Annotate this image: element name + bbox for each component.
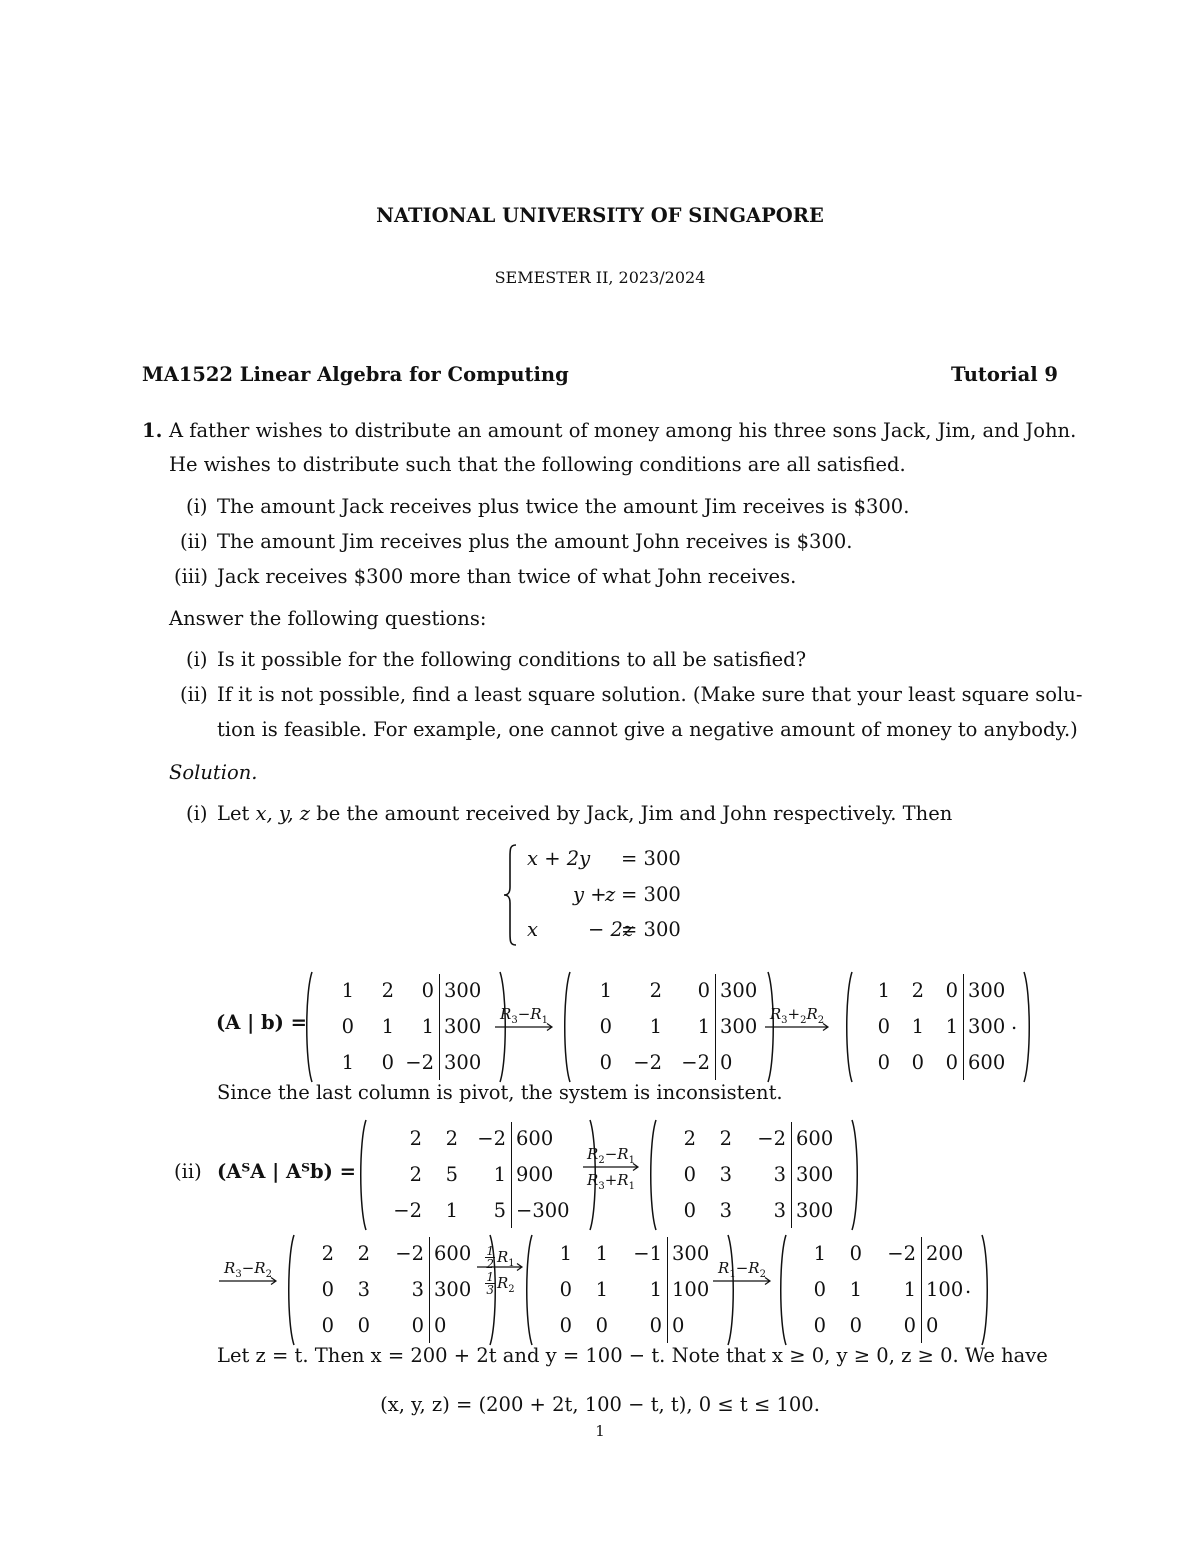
- matrix-entry: 300: [968, 1015, 1006, 1038]
- row-op-label: $R_3+R_1$: [587, 1171, 635, 1192]
- matrix-entry: 0: [945, 979, 958, 1002]
- matrix-entries: [316, 973, 492, 1081]
- matrix-entry: −2: [887, 1242, 916, 1265]
- matrix-entry: 0: [720, 1051, 733, 1074]
- matrix-entry: 0: [877, 1015, 890, 1038]
- matrix-left-paren: [560, 970, 572, 1084]
- row-op-label: $\frac{1}{3}$ $R_2$: [486, 1270, 515, 1297]
- matrix-entry: 300: [434, 1278, 472, 1301]
- text-segment: be the amount received by Jack, Jim and John respectively. Then: [310, 802, 953, 825]
- matrix-entry: 0: [945, 1051, 958, 1074]
- text-segment: Let: [217, 802, 256, 825]
- matrix-normal-5: [776, 1233, 992, 1347]
- matrix-left-paren: [776, 1233, 788, 1347]
- matrix-entries: [298, 1236, 482, 1344]
- matrix-entry: 0: [649, 1314, 662, 1337]
- matrix-entry: 2: [409, 1163, 422, 1186]
- matrix-entry: 0: [434, 1314, 447, 1337]
- matrix-entry: 1: [945, 1015, 958, 1038]
- matrix-entry: 0: [421, 979, 434, 1002]
- condition-text-3: Jack receives $300 more than twice of what John receives.: [217, 565, 797, 588]
- matrix-entry: −2: [681, 1051, 710, 1074]
- right-arrow-icon: [582, 1162, 640, 1172]
- matrix-entry: 1: [595, 1278, 608, 1301]
- matrix-entry: 2: [649, 979, 662, 1002]
- inconsistent-statement: Since the last column is pivot, the system is inconsistent.: [217, 1081, 783, 1104]
- matrix-entry: 0: [599, 1051, 612, 1074]
- condition-label-1: (i): [186, 495, 208, 518]
- matrix-entry: −300: [516, 1199, 570, 1222]
- matrix-entry: 300: [720, 1015, 758, 1038]
- matrix-entry: 0: [381, 1051, 394, 1074]
- matrix-left-paren: [284, 1233, 296, 1347]
- matrix-entry: 0: [321, 1278, 334, 1301]
- system-r3c2: − 2z: [588, 918, 634, 941]
- matrix-entry: 2: [357, 1242, 370, 1265]
- matrix-entry: 0: [813, 1278, 826, 1301]
- matrix-augmented-3: [842, 970, 1034, 1084]
- system-r1c3: = 300: [621, 847, 681, 870]
- matrix-entry: 0: [926, 1314, 939, 1337]
- matrix-entry: 3: [773, 1199, 786, 1222]
- matrix-entry: 3: [719, 1199, 732, 1222]
- augment-bar: [963, 974, 964, 1080]
- answer-intro: Answer the following questions:: [169, 607, 487, 630]
- matrix-entry: 100: [672, 1278, 710, 1301]
- matrix-entry: 0: [903, 1314, 916, 1337]
- matrix-entry: 2: [683, 1127, 696, 1150]
- row-op-label: $R_3-R_1$: [500, 1005, 548, 1026]
- matrix-normal-1: [356, 1118, 600, 1232]
- matrix-entry: 1: [559, 1242, 572, 1265]
- matrix-entry: 300: [444, 1015, 482, 1038]
- matrix-entry: 2: [381, 979, 394, 1002]
- augment-bar: [667, 1237, 668, 1343]
- augmented-label: (A | b) =: [216, 1011, 308, 1034]
- normal-equation-label: (AᵀA | Aᵀb) =: [217, 1160, 357, 1183]
- augment-bar: [429, 1237, 430, 1343]
- matrix-entry: 3: [719, 1163, 732, 1186]
- solution-part-i-text: [217, 801, 952, 827]
- solution-part-i-label: (i): [186, 802, 208, 825]
- row-op-arrow-2: [764, 1003, 830, 1063]
- matrix-entries: [660, 1121, 844, 1229]
- matrix-left-paren: [522, 1233, 534, 1347]
- matrix-right-paren: [980, 1233, 992, 1347]
- matrix-left-paren: [356, 1118, 368, 1232]
- semester-line: SEMESTER II, 2023/2024: [494, 268, 706, 287]
- matrix-entry: 300: [444, 979, 482, 1002]
- right-arrow-icon: [712, 1276, 772, 1286]
- matrix-entry: 0: [672, 1314, 685, 1337]
- matrix-entry: 0: [849, 1314, 862, 1337]
- matrix-entries: [790, 1236, 974, 1344]
- page-number: 1: [595, 1422, 605, 1440]
- variables: x, y, z: [255, 802, 311, 825]
- matrix-entry: 5: [445, 1163, 458, 1186]
- matrix-entry: 600: [968, 1051, 1006, 1074]
- matrix-entry: 2: [445, 1127, 458, 1150]
- part-text-2: If it is not possible, find a least square solution. (Make sure that your least square solu-: [217, 683, 1083, 706]
- matrix-entry: 1: [341, 979, 354, 1002]
- matrix-entry: 3: [773, 1163, 786, 1186]
- matrix-entry: 200: [926, 1242, 964, 1265]
- question-number: 1.: [142, 419, 163, 442]
- matrix-entry: 1: [649, 1278, 662, 1301]
- matrix-entry: 1: [903, 1278, 916, 1301]
- matrix-entry: 0: [595, 1314, 608, 1337]
- period-2: .: [965, 1275, 972, 1298]
- row-op-label: $R_1-R_2$: [718, 1259, 766, 1280]
- matrix-entry: 1: [599, 979, 612, 1002]
- matrix-entry: 900: [516, 1163, 554, 1186]
- augment-bar: [921, 1237, 922, 1343]
- right-arrow-icon: [764, 1022, 830, 1032]
- matrix-entry: −2: [757, 1127, 786, 1150]
- matrix-entry: 5: [493, 1199, 506, 1222]
- system-r3c1: x: [527, 918, 538, 941]
- system-r1c1: x + 2y: [527, 847, 591, 870]
- matrix-entry: −2: [477, 1127, 506, 1150]
- university-name: NATIONAL UNIVERSITY OF SINGAPORE: [376, 204, 824, 227]
- matrix-entry: 1: [813, 1242, 826, 1265]
- matrix-right-paren: [850, 1118, 862, 1232]
- solution-heading: Solution.: [169, 761, 258, 784]
- question-line-1: A father wishes to distribute an amount of money among his three sons Jack, Jim, and John.: [169, 419, 1077, 442]
- system-r2c2b: z: [605, 883, 616, 906]
- matrix-entry: 0: [697, 979, 710, 1002]
- matrix-entry: −2: [393, 1199, 422, 1222]
- matrix-entry: −1: [633, 1242, 662, 1265]
- matrix-entry: 1: [849, 1278, 862, 1301]
- matrix-entries: [536, 1236, 720, 1344]
- matrix-normal-2: [646, 1118, 862, 1232]
- matrix-entry: 0: [683, 1163, 696, 1186]
- condition-text-1: The amount Jack receives plus twice the amount Jim receives is $300.: [217, 495, 910, 518]
- matrix-entry: 0: [877, 1051, 890, 1074]
- augment-bar: [715, 974, 716, 1080]
- row-op-arrow-6: [712, 1257, 772, 1317]
- matrix-entry: 1: [445, 1199, 458, 1222]
- row-op-label: $R_3+_2R_2$: [769, 1005, 825, 1026]
- final-solution: (x, y, z) = (200 + 2t, 100 − t, t), 0 ≤ t ≤ 100.: [380, 1393, 820, 1416]
- right-arrow-icon: [476, 1262, 524, 1272]
- tutorial-label: Tutorial 9: [951, 363, 1058, 386]
- system-brace: [500, 843, 520, 947]
- period-1: .: [1011, 1011, 1018, 1034]
- part-label-2: (ii): [180, 683, 208, 706]
- matrix-left-paren: [842, 970, 854, 1084]
- system-r2c2: y +: [573, 883, 607, 906]
- row-op-arrow-5: [476, 1243, 524, 1303]
- course-title: MA1522 Linear Algebra for Computing: [142, 363, 569, 386]
- matrix-left-paren: [302, 970, 314, 1084]
- right-arrow-icon: [494, 1022, 554, 1032]
- let-statement: Let z = t. Then x = 200 + 2t and y = 100 − t. Note that x ≥ 0, y ≥ 0, z ≥ 0. We have: [217, 1344, 1048, 1367]
- row-op-label: $\frac{1}{2}$ $R_1$: [486, 1244, 515, 1271]
- matrix-entry: 1: [595, 1242, 608, 1265]
- matrix-entry: 100: [926, 1278, 964, 1301]
- matrix-entries: [574, 973, 760, 1081]
- matrix-entry: 0: [341, 1015, 354, 1038]
- matrix-entry: 1: [911, 1015, 924, 1038]
- part-text-2-cont: tion is feasible. For example, one cannot give a negative amount of money to anybody.): [217, 718, 1078, 741]
- matrix-entry: 1: [493, 1163, 506, 1186]
- matrix-entry: 2: [719, 1127, 732, 1150]
- augment-bar: [791, 1122, 792, 1228]
- matrix-normal-3: [284, 1233, 500, 1347]
- matrix-entry: 3: [357, 1278, 370, 1301]
- matrix-entry: 0: [911, 1051, 924, 1074]
- matrix-entry: 1: [381, 1015, 394, 1038]
- matrix-augmented-2: [560, 970, 778, 1084]
- matrix-entry: 0: [849, 1242, 862, 1265]
- matrix-entry: −2: [633, 1051, 662, 1074]
- matrix-entry: 2: [911, 979, 924, 1002]
- question-line-2: He wishes to distribute such that the following conditions are all satisfied.: [169, 453, 906, 476]
- row-op-label: $R_3-R_2$: [224, 1259, 272, 1280]
- augment-bar: [511, 1122, 512, 1228]
- matrix-entry: 600: [796, 1127, 834, 1150]
- matrix-right-paren: [1022, 970, 1034, 1084]
- matrix-entry: 300: [720, 979, 758, 1002]
- row-op-label: $R_2-R_1$: [587, 1145, 635, 1166]
- system-r2c3: = 300: [621, 883, 681, 906]
- matrix-entry: 0: [411, 1314, 424, 1337]
- augment-bar: [439, 974, 440, 1080]
- condition-label-2: (ii): [180, 530, 208, 553]
- matrix-left-paren: [646, 1118, 658, 1232]
- matrix-entry: 0: [683, 1199, 696, 1222]
- matrix-entry: 1: [697, 1015, 710, 1038]
- system-r3c3: = 300: [621, 918, 681, 941]
- matrix-entry: 3: [411, 1278, 424, 1301]
- matrix-entry: 1: [421, 1015, 434, 1038]
- matrix-entry: 300: [796, 1199, 834, 1222]
- matrix-entry: 0: [813, 1314, 826, 1337]
- matrix-entry: 300: [444, 1051, 482, 1074]
- matrix-entry: 300: [968, 979, 1006, 1002]
- matrix-entry: 1: [649, 1015, 662, 1038]
- row-op-arrow-1: [494, 1003, 554, 1063]
- matrix-entry: 600: [516, 1127, 554, 1150]
- matrix-entry: 1: [341, 1051, 354, 1074]
- matrix-entry: 0: [321, 1314, 334, 1337]
- matrix-entry: 600: [434, 1242, 472, 1265]
- matrix-entries: [370, 1121, 582, 1229]
- matrix-entry: 0: [559, 1314, 572, 1337]
- matrix-entry: 300: [672, 1242, 710, 1265]
- matrix-entry: 0: [559, 1278, 572, 1301]
- matrix-augmented-1: [302, 970, 510, 1084]
- matrix-entry: 1: [877, 979, 890, 1002]
- condition-label-3: (iii): [174, 565, 208, 588]
- matrix-entry: 2: [321, 1242, 334, 1265]
- condition-text-2: The amount Jim receives plus the amount John receives is $300.: [217, 530, 853, 553]
- row-op-arrow-3: [582, 1143, 640, 1203]
- matrix-entry: 2: [409, 1127, 422, 1150]
- matrix-entry: 300: [796, 1163, 834, 1186]
- part-text-1: Is it possible for the following conditions to all be satisfied?: [217, 648, 807, 671]
- solution-part-ii-label: (ii): [174, 1160, 202, 1183]
- matrix-entry: 0: [599, 1015, 612, 1038]
- matrix-entry: 0: [357, 1314, 370, 1337]
- matrix-normal-4: [522, 1233, 738, 1347]
- right-arrow-icon: [218, 1276, 278, 1286]
- part-label-1: (i): [186, 648, 208, 671]
- matrix-entry: −2: [395, 1242, 424, 1265]
- row-op-arrow-4: [218, 1257, 278, 1317]
- matrix-entry: −2: [405, 1051, 434, 1074]
- matrix-entries: [856, 973, 1016, 1081]
